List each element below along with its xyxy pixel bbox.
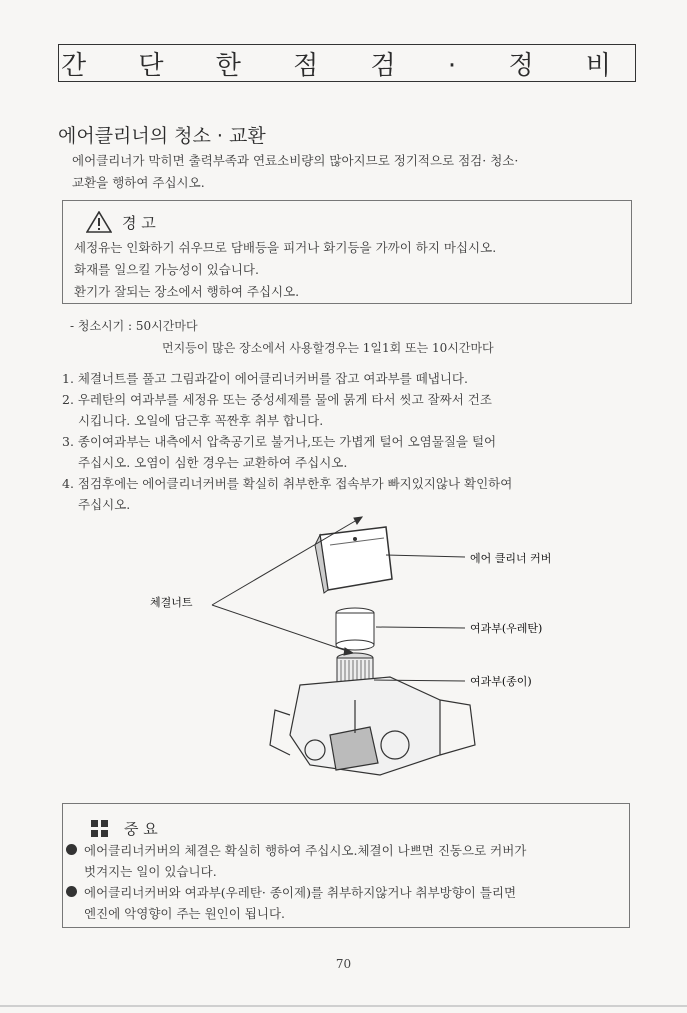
step-3: 3. 종이여과부는 내측에서 압축공기로 불거나,또는 가볍게 털어 오염물질을 털어 주십시오. 오염이 심한 경우는 교환하여 주십시오. xyxy=(62,434,497,470)
air-cleaner-illustration xyxy=(140,505,580,795)
procedure-steps xyxy=(62,368,632,515)
intro-line: 에어클리너가 막히면 출력부족과 연료소비량의 많아지므로 정기적으로 점검· 청소· xyxy=(72,153,519,168)
paper-filter-label: 여과부(종이) xyxy=(470,675,532,688)
warning-triangle-icon xyxy=(86,211,112,233)
step-2: 2. 우레탄의 여과부를 세정유 또는 중성세제를 물에 묽게 타서 씻고 잘짜서 건조 시킵니다. 오일에 담근후 꼭짠후 취부 합니다. xyxy=(62,392,492,428)
warning-line: 화재를 일으킬 가능성이 있습니다. xyxy=(74,262,259,277)
warning-text xyxy=(74,237,496,303)
cover-label: 에어 클리너 커버 xyxy=(470,552,552,565)
page-number: 70 xyxy=(335,957,352,971)
warning-heading xyxy=(86,211,156,233)
important-heading xyxy=(90,818,158,839)
intro-line: 교환을 행하여 주십시오. xyxy=(72,175,205,190)
warning-line: 세정유는 인화하기 쉬우므로 담배등을 피거나 화기등을 가까이 하지 마십시오. xyxy=(74,240,497,255)
bottom-edge-line xyxy=(0,1005,687,1007)
page-title: 간 단 한 점 검 · 정 비 xyxy=(61,50,633,81)
step-1: 1. 체결너트를 풀고 그림과같이 에어클리너커버를 잡고 여과부를 떼냅니다. xyxy=(62,371,468,386)
important-item: 에어클리너커버의 체결은 확실히 행하여 주십시오.체결이 나쁘면 진동으로 커버가 벗겨지는 일이 있습니다. xyxy=(66,840,626,882)
bullet-dot-icon xyxy=(66,844,77,855)
intro-paragraph xyxy=(72,150,632,194)
warning-heading-text: 경 고 xyxy=(122,213,156,232)
important-list xyxy=(66,840,626,924)
air-cleaner-cover-drawing xyxy=(315,527,392,593)
urethane-filter-label: 여과부(우레탄) xyxy=(470,622,543,635)
interval-line: - 청소시기 : 50시간마다 xyxy=(70,319,198,333)
interval-line-dusty: 먼지등이 많은 장소에서 사용할경우는 1일1회 또는 10시간마다 xyxy=(162,341,494,355)
warning-line: 환기가 잘되는 장소에서 행하여 주십시오. xyxy=(74,284,300,299)
important-item: 에어클리너커버와 여과부(우레탄· 종이제)를 취부하지않거나 취부방향이 틀리면 엔진에 악영향이 주는 원인이 됩니다. xyxy=(66,882,626,924)
page-title-box xyxy=(58,44,636,82)
urethane-filter-drawing xyxy=(336,608,374,650)
square-bullet-icon xyxy=(90,819,110,839)
important-heading-text: 중 요 xyxy=(124,820,158,838)
bullet-dot-icon xyxy=(66,886,77,897)
engine-drawing xyxy=(270,677,475,775)
cleaning-interval xyxy=(70,315,494,359)
nut-label: 체결너트 xyxy=(150,596,193,609)
section-heading: 에어클리너의 청소 · 교환 xyxy=(58,125,266,147)
step-4: 4. 점검후에는 에어클리너커버를 확실히 취부한후 접속부가 빠지있지않나 확인하여 주십시오. xyxy=(62,476,513,512)
